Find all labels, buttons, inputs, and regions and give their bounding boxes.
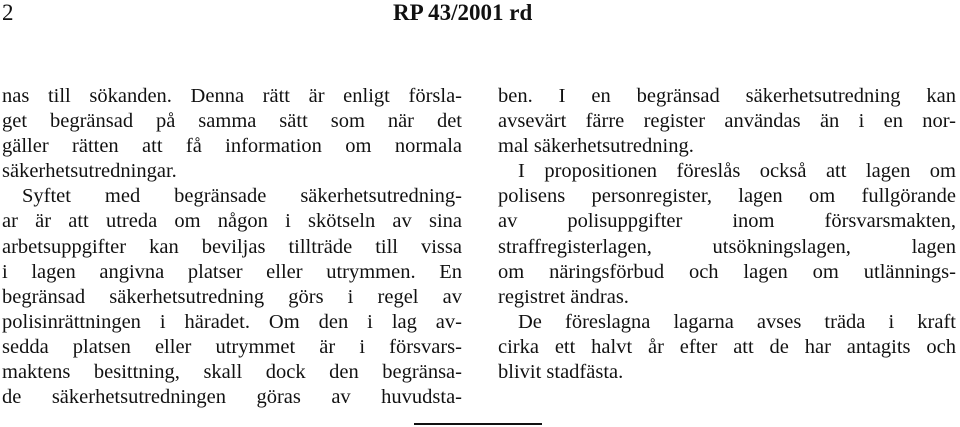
text-line: registret ändras. (498, 285, 629, 308)
text-line: i lagen angivna platser eller utrymmen. En (2, 260, 462, 283)
text-line: ben. I en begränsad säkerhetsutredning kan (498, 85, 956, 107)
text-line: polisinrättningen i häradet. Om den i lag av- (2, 310, 462, 333)
text-line: de säkerhetsutredningen göras av huvudsta- (2, 386, 462, 409)
text-line: cirka ett halvt år efter att de har antagits och (498, 335, 956, 358)
text-line: om näringsförbud och lagen om utlännings- (498, 260, 956, 283)
text-line: straffregisterlagen, utsökningslagen, lagen (498, 235, 956, 258)
text-line: get begränsad på samma sätt som när det (2, 110, 462, 133)
text-line: mal säkerhetsutredning. (498, 135, 694, 158)
text-line: begränsad säkerhetsutredning görs i regel av (2, 285, 462, 308)
text-line: blivit stadfästa. (498, 361, 624, 384)
text-line: säkerhetsutredningar. (2, 160, 177, 183)
text-line: arbetsuppgifter kan beviljas tillträde till vissa (2, 235, 462, 258)
text-line: avsevärt färre register användas än i en nor- (498, 110, 956, 133)
page-number: 2 (2, 0, 14, 25)
text-line: ar är att utreda om någon i skötseln av sina (2, 210, 462, 233)
left-text-column (2, 84, 462, 410)
section-divider-rule (414, 423, 542, 425)
text-line: polisens personregister, lagen om fullgörande (498, 185, 956, 208)
text-line: Syftet med begränsade säkerhetsutredning- (22, 185, 462, 208)
right-text-column (498, 84, 956, 385)
text-line: av polisuppgifter inom försvarsmakten, (498, 210, 956, 233)
document-title: RP 43/2001 rd (393, 0, 533, 25)
text-line: I propositionen föreslås också att lagen om (518, 160, 956, 183)
text-line: maktens besittning, skall dock den begränsa- (2, 361, 462, 384)
text-line: gäller rätten att få information om normala (2, 135, 462, 158)
text-line: nas till sökanden. Denna rätt är enligt försla- (2, 85, 462, 107)
text-line: sedda platsen eller utrymmet är i försvars- (2, 335, 462, 358)
text-line: De föreslagna lagarna avses träda i kraft (518, 310, 956, 333)
